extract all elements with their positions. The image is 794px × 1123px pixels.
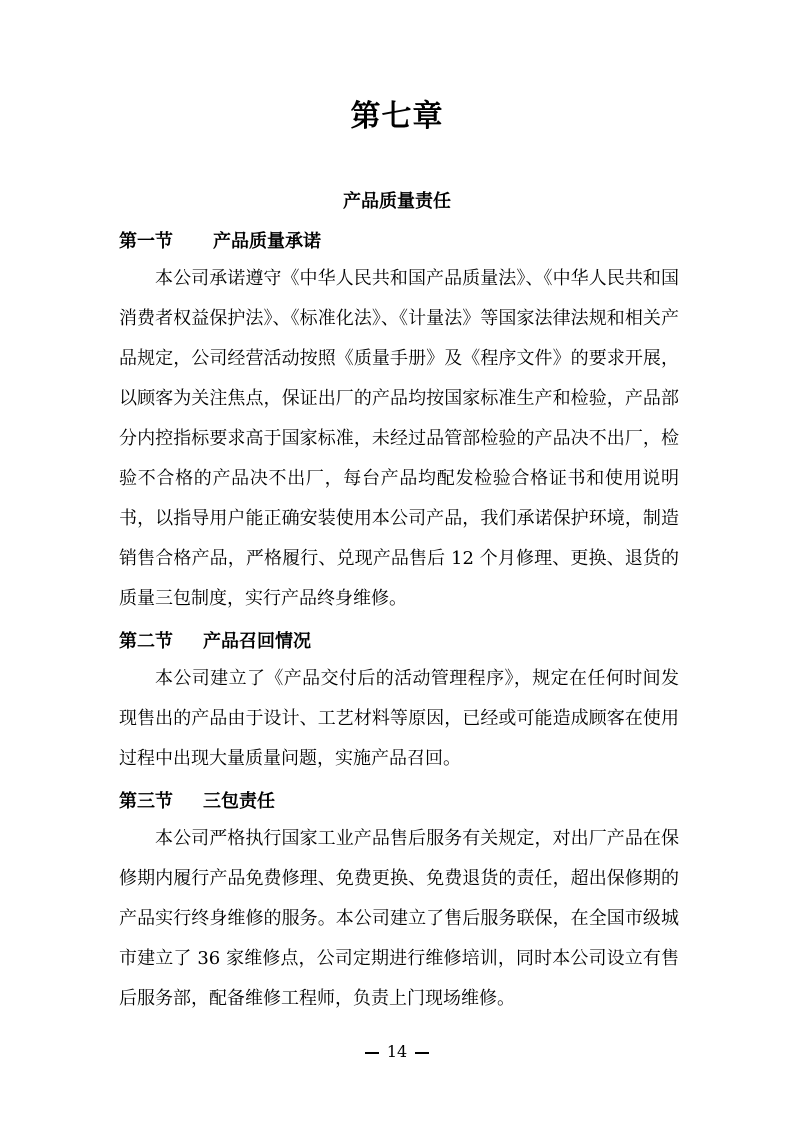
section-heading bbox=[119, 788, 679, 816]
page-number: 14 bbox=[386, 1042, 408, 1061]
section-paragraph: 本公司严格执行国家工业产品售后服务有关规定，对出厂产品在保修期内履行产品免费修理、免费更换、免费退货的责任，超出保修期的产品实行终身维修的服务。本公司建立了售后服务联保，在全国市级城市建立了 36 家维修点，公司定期进行维修培训，同时本公司设立有售后服务部，配备维修工程师，负责上门现场维修。 bbox=[119, 828, 679, 1009]
page-footer bbox=[0, 1040, 794, 1064]
section-name: 产品召回情况 bbox=[203, 631, 311, 652]
section-name: 产品质量承诺 bbox=[213, 231, 321, 252]
chapter-subtitle: 产品质量责任 bbox=[343, 191, 451, 212]
section-heading bbox=[119, 228, 679, 256]
section-number: 第三节 bbox=[119, 791, 173, 812]
section-name: 三包责任 bbox=[203, 791, 275, 812]
section-three-guarantees bbox=[119, 788, 679, 1019]
section-paragraph: 本公司承诺遵守《中华人民共和国产品质量法》、《中华人民共和国消费者权益保护法》、《标准化法》、《计量法》等国家法律法规和相关产品规定，公司经营活动按照《质量手册》及《程序文件》的要求开展，以顾客为关注焦点，保证出厂的产品均按国家标准生产和检验，产品部分内控指标要求高于国家标准，未经过品管部检验的产品决不出厂，检验不合格的产品决不出厂，每台产品均配发检验合格证书和使用说明书，以指导用户能正确安装使用本公司产品，我们承诺保护环境，制造销售合格产品，严格履行、兑现产品售后 12 个月修理、更换、退货的质量三包制度，实行产品终身维修。 bbox=[119, 268, 679, 609]
section-paragraph: 本公司建立了《产品交付后的活动管理程序》，规定在任何时间发现售出的产品由于设计、工艺材料等原因，已经或可能造成顾客在使用过程中出现大量质量问题，实施产品召回。 bbox=[119, 668, 679, 769]
section-number: 第一节 bbox=[119, 231, 173, 252]
section-product-recall bbox=[119, 628, 679, 779]
footer-dash-left bbox=[365, 1052, 379, 1054]
chapter-title: 第七章 bbox=[350, 99, 444, 134]
section-number: 第二节 bbox=[119, 631, 173, 652]
section-heading bbox=[119, 628, 679, 656]
footer-dash-right bbox=[415, 1052, 429, 1054]
section-product-quality-commitment bbox=[119, 228, 679, 619]
